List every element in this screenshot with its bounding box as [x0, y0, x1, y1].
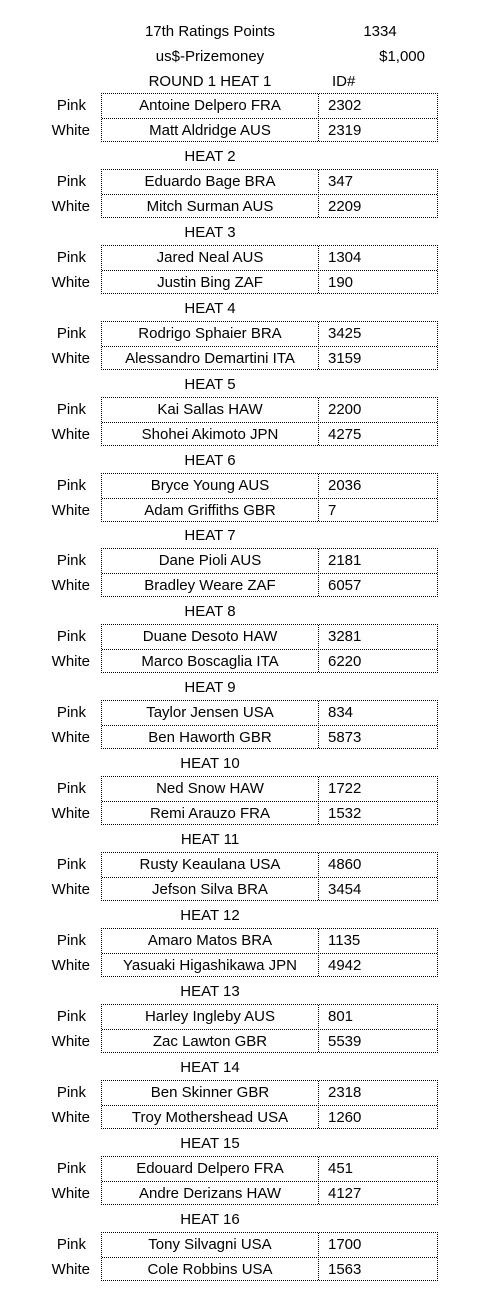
heat-title: HEAT 9 — [184, 679, 236, 696]
white-surfer-name: Justin Bing ZAF — [157, 274, 263, 291]
pink-surfer-id: 1135 — [328, 932, 361, 949]
pink-surfer-id: 2181 — [328, 552, 362, 569]
white-surfer-name: Troy Mothershead USA — [131, 1109, 289, 1126]
column-divider — [318, 170, 319, 217]
pink-surfer-name: Duane Desoto HAW — [142, 628, 278, 645]
column-divider — [318, 1157, 319, 1204]
white-surfer-id: 4127 — [328, 1185, 362, 1202]
heat-title: HEAT 8 — [184, 603, 236, 620]
heat-box — [101, 169, 438, 218]
heat-title: HEAT 11 — [180, 831, 240, 848]
pink-surfer-id: 1304 — [328, 249, 362, 266]
heat-box — [101, 776, 438, 825]
white-label: White — [51, 1033, 90, 1050]
white-label: White — [51, 502, 90, 519]
heat-box — [101, 245, 438, 294]
white-label: White — [51, 1185, 90, 1202]
heat-box — [101, 548, 438, 597]
white-surfer-name: Marco Boscaglia ITA — [141, 653, 279, 670]
pink-label: Pink — [56, 249, 86, 266]
heat-box — [101, 1004, 438, 1053]
white-surfer-id: 6057 — [328, 577, 362, 594]
white-surfer-id: 7 — [328, 502, 337, 519]
pink-surfer-id: 1700 — [328, 1236, 362, 1253]
column-divider — [318, 853, 319, 900]
column-divider — [318, 625, 319, 672]
white-surfer-id: 4275 — [328, 426, 362, 443]
white-label: White — [51, 426, 90, 443]
pink-label: Pink — [56, 173, 86, 190]
column-divider — [318, 246, 319, 293]
pink-surfer-name: Tony Silvagni USA — [148, 1236, 272, 1253]
white-surfer-name: Alessandro Demartini ITA — [125, 350, 295, 367]
heat-box — [101, 93, 438, 142]
pink-label: Pink — [56, 1084, 86, 1101]
pink-surfer-id: 2318 — [328, 1084, 362, 1101]
white-label: White — [51, 198, 90, 215]
pink-surfer-name: Antoine Delpero FRA — [139, 97, 281, 114]
column-divider — [318, 474, 319, 521]
white-surfer-id: 6220 — [328, 653, 362, 670]
pink-surfer-name: Ben Skinner GBR — [150, 1084, 270, 1101]
white-label: White — [51, 274, 90, 291]
pink-label: Pink — [56, 325, 86, 342]
white-label: White — [51, 122, 90, 139]
heat-title: HEAT 6 — [184, 452, 236, 469]
heat-title: HEAT 3 — [184, 224, 236, 241]
white-surfer-name: Remi Arauzo FRA — [149, 805, 271, 822]
white-label: White — [51, 881, 90, 898]
pink-surfer-id: 4860 — [328, 856, 362, 873]
white-surfer-id: 3159 — [328, 350, 362, 367]
white-surfer-name: Adam Griffiths GBR — [144, 502, 276, 519]
round-heat-title: ROUND 1 HEAT 1 — [148, 73, 272, 90]
pink-label: Pink — [56, 401, 86, 418]
pink-label: Pink — [56, 704, 86, 721]
pink-surfer-id: 3425 — [328, 325, 362, 342]
white-surfer-id: 2319 — [328, 122, 362, 139]
pink-surfer-id: 347 — [328, 173, 354, 190]
pink-surfer-name: Edouard Delpero FRA — [136, 1160, 284, 1177]
heat-box — [101, 852, 438, 901]
pink-surfer-name: Bryce Young AUS — [150, 477, 270, 494]
pink-surfer-id: 451 — [328, 1160, 354, 1177]
pink-label: Pink — [56, 1008, 86, 1025]
white-label: White — [51, 653, 90, 670]
heat-box — [101, 1156, 438, 1205]
white-surfer-name: Jefson Silva BRA — [152, 881, 268, 898]
pink-surfer-name: Rodrigo Sphaier BRA — [138, 325, 282, 342]
ratings-points-label: 17th Ratings Points — [144, 23, 276, 40]
pink-surfer-name: Amaro Matos BRA — [147, 932, 273, 949]
prize-money-value: $1,000 — [379, 48, 425, 65]
pink-surfer-id: 2200 — [328, 401, 362, 418]
pink-surfer-name: Dane Pioli AUS — [158, 552, 262, 569]
heat-title: HEAT 10 — [180, 755, 240, 772]
heat-title: HEAT 15 — [180, 1135, 240, 1152]
heat-box — [101, 473, 438, 522]
white-label: White — [51, 729, 90, 746]
pink-surfer-name: Rusty Keaulana USA — [139, 856, 281, 873]
white-surfer-name: Andre Derizans HAW — [139, 1185, 281, 1202]
white-surfer-id: 3454 — [328, 881, 362, 898]
white-surfer-id: 5873 — [328, 729, 362, 746]
pink-surfer-id: 801 — [328, 1008, 354, 1025]
heat-title: HEAT 16 — [180, 1211, 240, 1228]
heat-title: HEAT 2 — [184, 148, 236, 165]
heat-title: HEAT 13 — [180, 983, 240, 1000]
white-surfer-id: 4942 — [328, 957, 362, 974]
pink-surfer-name: Jared Neal AUS — [156, 249, 264, 266]
pink-surfer-id: 3281 — [328, 628, 362, 645]
pink-surfer-id: 2302 — [328, 97, 362, 114]
prize-money-label: us$-Prizemoney — [155, 48, 265, 65]
white-label: White — [51, 1109, 90, 1126]
white-surfer-name: Yasuaki Higashikawa JPN — [123, 957, 297, 974]
heat-box — [101, 1080, 438, 1129]
heat-title: HEAT 12 — [180, 907, 240, 924]
white-surfer-id: 5539 — [328, 1033, 362, 1050]
pink-label: Pink — [56, 477, 86, 494]
heat-box — [101, 700, 438, 749]
pink-label: Pink — [56, 97, 86, 114]
pink-surfer-id: 1722 — [328, 780, 362, 797]
white-label: White — [51, 957, 90, 974]
white-label: White — [51, 1261, 90, 1278]
heat-box — [101, 1232, 438, 1281]
pink-label: Pink — [56, 552, 86, 569]
pink-surfer-name: Kai Sallas HAW — [157, 401, 263, 418]
pink-surfer-name: Ned Snow HAW — [156, 780, 264, 797]
white-surfer-id: 1563 — [328, 1261, 362, 1278]
pink-surfer-id: 2036 — [328, 477, 362, 494]
heat-title: HEAT 5 — [184, 376, 236, 393]
white-label: White — [51, 805, 90, 822]
white-surfer-name: Bradley Weare ZAF — [144, 577, 276, 594]
ratings-points-value: 1334 — [363, 23, 397, 40]
white-surfer-name: Mitch Surman AUS — [146, 198, 274, 215]
pink-label: Pink — [56, 932, 86, 949]
pink-label: Pink — [56, 856, 86, 873]
column-divider — [318, 777, 319, 824]
pink-surfer-id: 834 — [328, 704, 354, 721]
white-surfer-id: 190 — [328, 274, 354, 291]
column-divider — [318, 1005, 319, 1052]
column-divider — [318, 701, 319, 748]
pink-label: Pink — [56, 628, 86, 645]
white-surfer-name: Cole Robbins USA — [147, 1261, 273, 1278]
pink-surfer-name: Taylor Jensen USA — [146, 704, 274, 721]
white-surfer-name: Shohei Akimoto JPN — [141, 426, 279, 443]
column-divider — [318, 1233, 319, 1280]
heat-box — [101, 321, 438, 370]
white-surfer-name: Matt Aldridge AUS — [149, 122, 271, 139]
column-divider — [318, 322, 319, 369]
id-column-header: ID# — [332, 73, 356, 90]
pink-label: Pink — [56, 780, 86, 797]
white-surfer-id: 2209 — [328, 198, 362, 215]
heat-title: HEAT 4 — [184, 300, 236, 317]
white-surfer-id: 1260 — [328, 1109, 362, 1126]
column-divider — [318, 929, 319, 976]
white-surfer-id: 1532 — [328, 805, 362, 822]
pink-surfer-name: Eduardo Bage BRA — [144, 173, 276, 190]
heat-box — [101, 624, 438, 673]
white-label: White — [51, 350, 90, 367]
column-divider — [318, 398, 319, 445]
column-divider — [318, 94, 319, 141]
pink-label: Pink — [56, 1160, 86, 1177]
white-surfer-name: Ben Haworth GBR — [148, 729, 272, 746]
pink-label: Pink — [56, 1236, 86, 1253]
white-label: White — [51, 577, 90, 594]
white-surfer-name: Zac Lawton GBR — [152, 1033, 268, 1050]
heat-box — [101, 397, 438, 446]
column-divider — [318, 549, 319, 596]
heat-box — [101, 928, 438, 977]
heat-title: HEAT 7 — [184, 527, 236, 544]
pink-surfer-name: Harley Ingleby AUS — [144, 1008, 276, 1025]
column-divider — [318, 1081, 319, 1128]
heat-title: HEAT 14 — [180, 1059, 240, 1076]
